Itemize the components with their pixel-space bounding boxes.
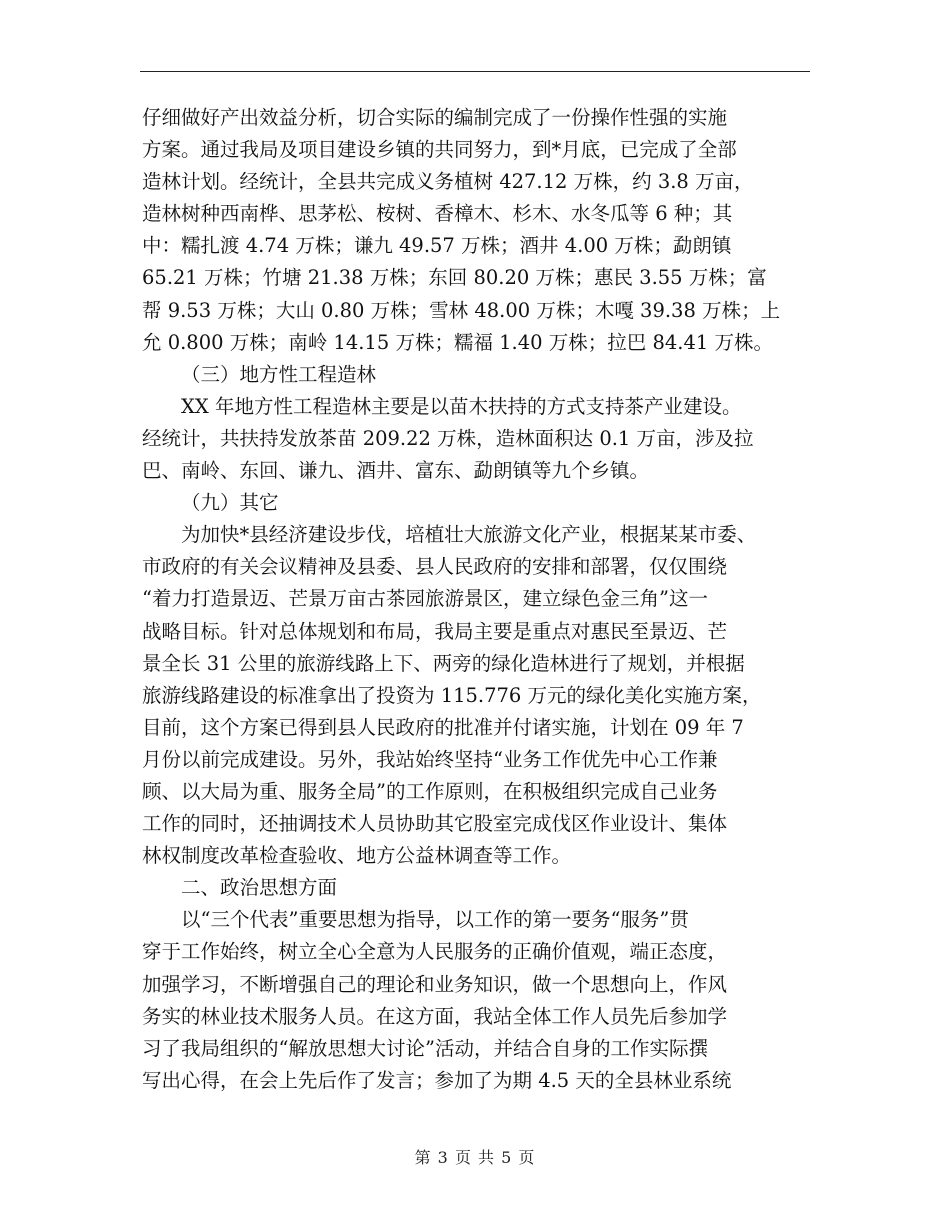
text-line: “着力打造景迈、芒景万亩古茶园旅游景区，建立绿色金三角”这一 xyxy=(142,587,708,611)
text-line: 务实的林业技术服务人员。在这方面，我站全体工作人员先后参加学 xyxy=(142,1004,728,1028)
text-line: 顾、以大局为重、服务全局”的工作原则，在积极组织完成自己业务 xyxy=(142,779,718,803)
text-line: 帮 9.53 万株；大山 0.80 万株；雪林 48.00 万株；木嘎 39.38 万株；上 xyxy=(142,298,781,322)
text-line: XX 年地方性工程造林主要是以苗木扶持的方式支持茶产业建设。 xyxy=(181,394,742,418)
text-line: 战略目标。针对总体规划和布局，我局主要是重点对惠民至景迈、芒 xyxy=(142,619,728,643)
page-number: 第 3 页 共 5 页 xyxy=(414,1148,536,1167)
text-line: 二、政治思想方面 xyxy=(181,876,338,900)
text-line: 方案。通过我局及项目建设乡镇的共同努力，到*月底，已完成了全部 xyxy=(142,138,737,162)
text-line: 造林计划。经统计，全县共完成义务植树 427.12 万株，约 3.8 万亩， xyxy=(142,170,754,194)
text-line: 旅游线路建设的标准拿出了投资为 115.776 万元的绿化美化实施方案， xyxy=(142,683,762,707)
text-line: 造林树种西南桦、思茅松、桉树、香樟木、杉木、水冬瓜等 6 种；其 xyxy=(142,202,733,226)
text-line: 加强学习，不断增强自己的理论和业务知识，做一个思想向上，作风 xyxy=(142,972,728,996)
text-line: 习了我局组织的“解放思想大讨论”活动，并结合自身的工作实际撰 xyxy=(142,1036,708,1060)
text-line: 巴、南岭、东回、谦九、酒井、富东、勐朗镇等九个乡镇。 xyxy=(142,459,650,483)
text-line: 目前，这个方案已得到县人民政府的批准并付诸实施，计划在 09 年 7 xyxy=(142,715,744,739)
text-line: 经统计，共扶持发放茶苗 209.22 万株，造林面积达 0.1 万亩，涉及拉 xyxy=(142,426,754,450)
text-line: 月份以前完成建设。另外，我站始终坚持“业务工作优先中心工作兼 xyxy=(142,747,718,771)
text-line: 市政府的有关会议精神及县委、县人民政府的安排和部署，仅仅围绕 xyxy=(142,555,728,579)
text-line: 为加快*县经济建设步伐，培植壮大旅游文化产业，根据某某市委、 xyxy=(181,523,757,547)
text-line: 林权制度改革检查验收、地方公益林调查等工作。 xyxy=(142,844,572,868)
text-line: 工作的同时，还抽调技术人员协助其它股室完成伐区作业设计、集体 xyxy=(142,812,728,836)
text-line: 写出心得，在会上先后作了发言；参加了为期 4.5 天的全县林业系统 xyxy=(142,1068,732,1092)
text-line: 以“三个代表”重要思想为指导，以工作的第一要务“服务”贯 xyxy=(181,908,689,932)
header-rule xyxy=(140,71,810,72)
document-body xyxy=(142,102,822,1097)
text-line: （三）地方性工程造林 xyxy=(181,362,377,386)
text-line: 景全长 31 公里的旅游线路上下、两旁的绿化造林进行了规划，并根据 xyxy=(142,651,745,675)
text-line: 中：糯扎渡 4.74 万株；谦九 49.57 万株；酒井 4.00 万株；勐朗镇 xyxy=(142,234,732,258)
text-line: 穿于工作始终，树立全心全意为人民服务的正确价值观，端正态度， xyxy=(142,940,728,964)
text-line: （九）其它 xyxy=(181,491,279,515)
text-line: 仔细做好产出效益分析，切合实际的编制完成了一份操作性强的实施 xyxy=(142,106,728,129)
text-line: 允 0.800 万株；南岭 14.15 万株；糯福 1.40 万株；拉巴 84.41 万株。 xyxy=(142,330,773,354)
text-line: 65.21 万株；竹塘 21.38 万株；东回 80.20 万株；惠民 3.55 万株；富 xyxy=(142,266,767,290)
